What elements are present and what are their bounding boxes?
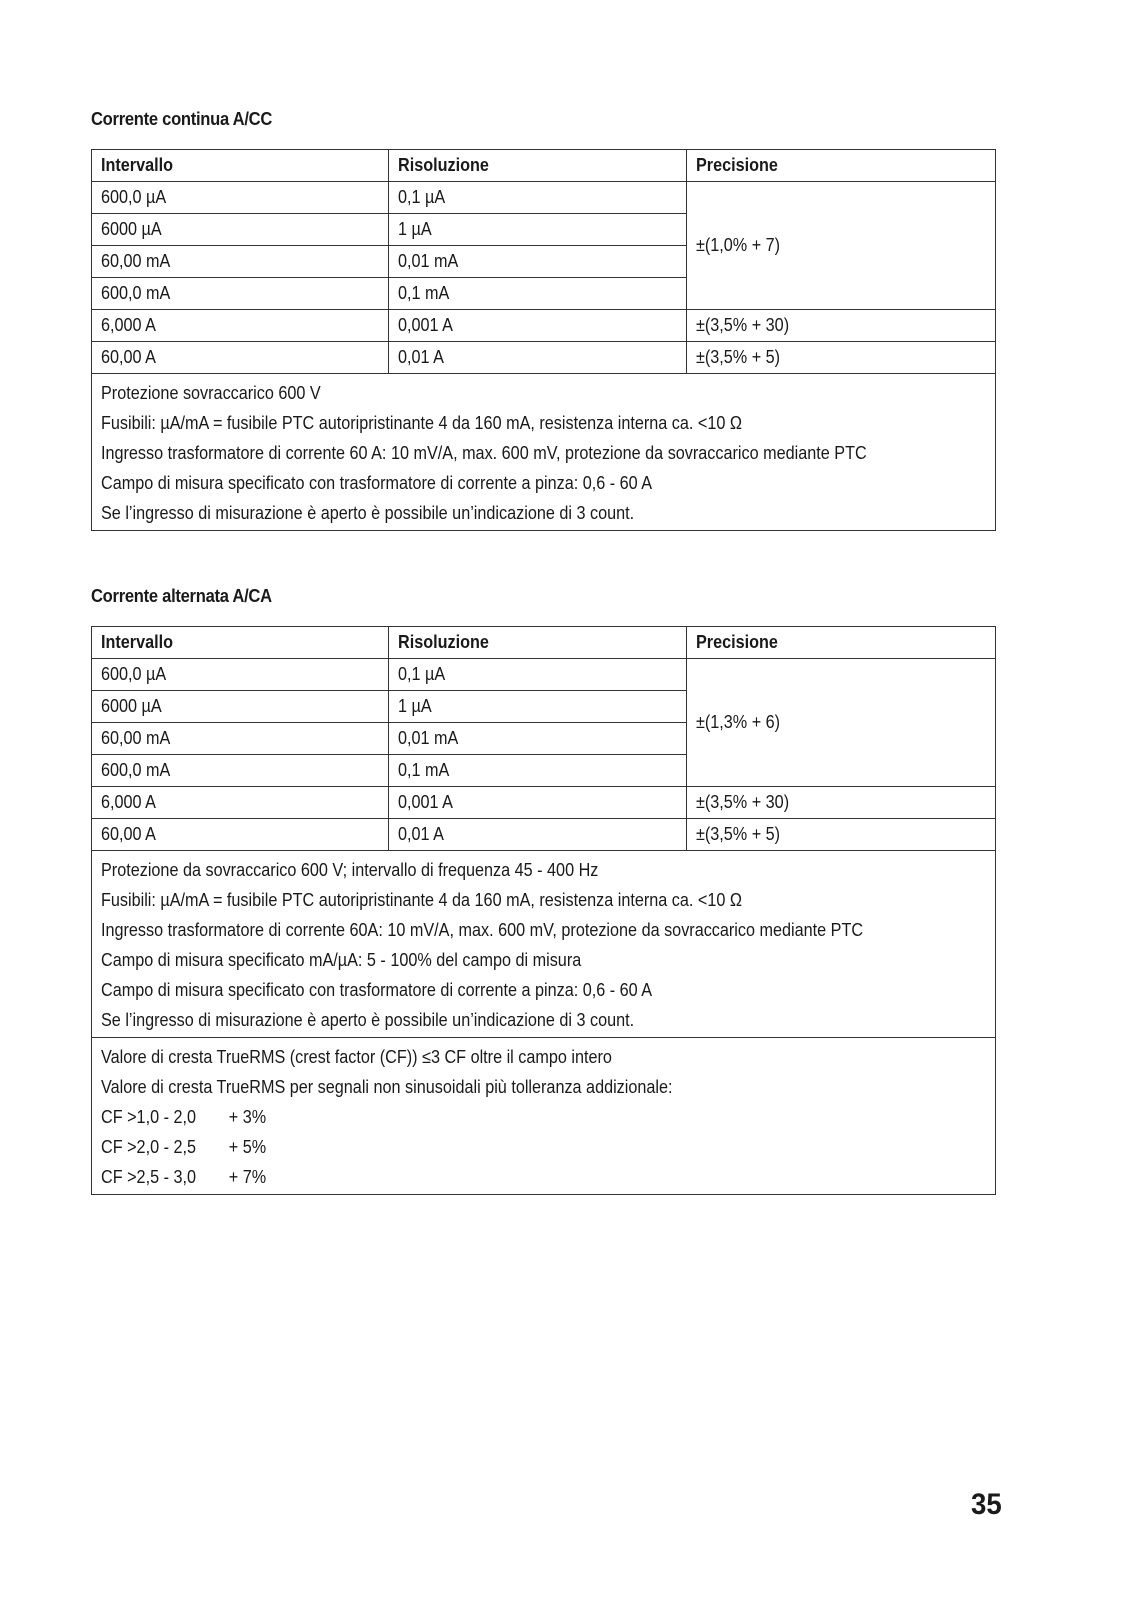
crest-factor-row [92,1038,996,1195]
crest-factor-cell [92,1038,996,1195]
crest-factor-tolerance: + 3% [228,1107,267,1127]
resolution-cell: 0,1 µA [389,182,687,214]
resolution-cell: 0,01 mA [389,723,687,755]
resolution-cell: 0,001 A [389,310,687,342]
header-range: Intervallo [92,627,389,659]
resolution-cell: 0,01 mA [389,246,687,278]
header-accuracy: Precisione [687,627,996,659]
resolution-cell: 0,01 A [389,819,687,851]
range-cell: 60,00 mA [92,723,389,755]
table-row [92,310,996,342]
note-line: Campo di misura specificato con trasformatore di corrente a pinza: 0,6 - 60 A [101,473,653,493]
crest-factor-tolerance: + 7% [228,1167,267,1187]
note-line: Campo di misura specificato mA/µA: 5 - 100% del campo di misura [101,950,582,970]
table-row [92,787,996,819]
note-line: Ingresso trasformatore di corrente 60 A: 10 mV/A, max. 600 mV, protezione da sovraccarico mediante PTC [101,443,867,463]
page-number: 35 [971,1488,1002,1521]
resolution-cell: 0,1 mA [389,278,687,310]
resolution-cell: 0,1 µA [389,659,687,691]
range-cell: 60,00 A [92,819,389,851]
crest-note-line: Valore di cresta TrueRMS (crest factor (CF)) ≤3 CF oltre il campo intero [101,1047,612,1067]
notes-row [92,374,996,531]
resolution-cell: 0,001 A [389,787,687,819]
accuracy-cell: ±(3,5% + 30) [687,787,996,819]
dc-spec-table [91,149,996,531]
crest-factor-range: CF >2,5 - 3,0 [101,1167,197,1187]
range-cell: 600,0 mA [92,755,389,787]
note-line: Campo di misura specificato con trasformatore di corrente a pinza: 0,6 - 60 A [101,980,653,1000]
merged-accuracy-cell: ±(1,0% + 7) [687,182,996,310]
header-range: Intervallo [92,150,389,182]
table-row [92,342,996,374]
range-cell: 600,0 µA [92,659,389,691]
note-line: Se l’ingresso di misurazione è aperto è possibile un’indicazione di 3 count. [101,503,635,523]
resolution-cell: 0,01 A [389,342,687,374]
merged-accuracy-cell: ±(1,3% + 6) [687,659,996,787]
note-line: Protezione da sovraccarico 600 V; intervallo di frequenza 45 - 400 Hz [101,860,599,880]
range-cell: 6,000 A [92,310,389,342]
notes-cell [92,851,996,1038]
note-line: Ingresso trasformatore di corrente 60A: 10 mV/A, max. 600 mV, protezione da sovraccarico mediante PTC [101,920,864,940]
note-line: Se l’ingresso di misurazione è aperto è possibile un’indicazione di 3 count. [101,1010,635,1030]
table-row [92,819,996,851]
accuracy-cell: ±(3,5% + 30) [687,310,996,342]
range-cell: 6000 µA [92,691,389,723]
accuracy-cell: ±(3,5% + 5) [687,819,996,851]
table-row [92,182,996,214]
note-line: Fusibili: µA/mA = fusibile PTC autoripristinante 4 da 160 mA, resistenza interna ca. <10 Ω [101,413,742,433]
range-cell: 600,0 mA [92,278,389,310]
range-cell: 600,0 µA [92,182,389,214]
range-cell: 60,00 A [92,342,389,374]
resolution-cell: 1 µA [389,691,687,723]
notes-row [92,851,996,1038]
crest-factor-line [101,1132,986,1162]
range-cell: 60,00 mA [92,246,389,278]
crest-factor-tolerance: + 5% [228,1137,267,1157]
header-resolution: Risoluzione [389,150,687,182]
resolution-cell: 1 µA [389,214,687,246]
table-row [92,659,996,691]
crest-factor-range: CF >1,0 - 2,0 [101,1107,197,1127]
note-line: Fusibili: µA/mA = fusibile PTC autoripristinante 4 da 160 mA, resistenza interna ca. <10 Ω [101,890,742,910]
notes-cell [92,374,996,531]
crest-factor-line [101,1102,986,1132]
crest-factor-line [101,1162,986,1192]
accuracy-cell: ±(3,5% + 5) [687,342,996,374]
range-cell: 6,000 A [92,787,389,819]
resolution-cell: 0,1 mA [389,755,687,787]
range-cell: 6000 µA [92,214,389,246]
table-header-row [92,150,996,182]
ac-section-title: Corrente alternata A/CA [91,586,272,606]
header-accuracy: Precisione [687,150,996,182]
crest-factor-range: CF >2,0 - 2,5 [101,1137,197,1157]
header-resolution: Risoluzione [389,627,687,659]
note-line: Protezione sovraccarico 600 V [101,383,321,403]
table-header-row [92,627,996,659]
crest-note-line: Valore di cresta TrueRMS per segnali non sinusoidali più tolleranza addizionale: [101,1077,673,1097]
ac-spec-table [91,626,996,1195]
dc-section-title: Corrente continua A/CC [91,109,273,129]
